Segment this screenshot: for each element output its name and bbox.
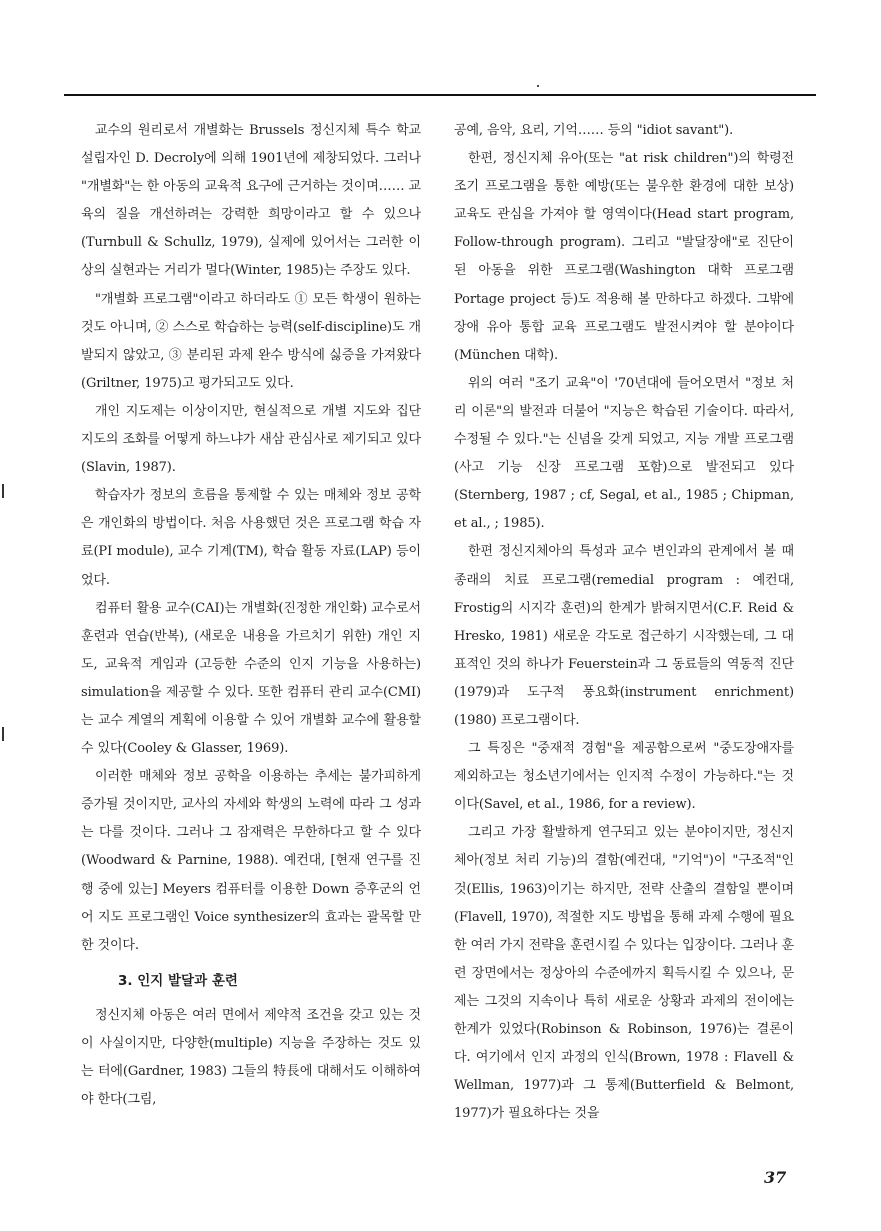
paragraph: 학습자가 정보의 흐름을 통제할 수 있는 매체와 정보 공학은 개인화의 방법이다. 처음 사용했던 것은 프로그램 학습 자료(PI module), 교수 기계(TM), 학습 활동 자료(LAP) 등이었다. xyxy=(81,488,421,588)
page-number: 37 xyxy=(764,1168,787,1187)
paragraph: 위의 여러 "조기 교육"이 '70년대에 들어오면서 "정보 처리 이론"의 발전과 더불어 "지능은 학습된 기술이다. 따라서, 수정될 수 있다."는 신념을 갖게 되었고, 지능 개발 프로그램(사고 기능 신장 프로그램 포함)으로 발전되고 있다(Sternberg, 1987 ; cf, Segal, et al., 1985 ; Chipman, et al., ; 1985). xyxy=(454,375,794,532)
paragraph: "개별화 프로그램"이라고 하더라도 ① 모든 학생이 원하는 것도 아니며, ② 스스로 학습하는 능력(self-discipline)도 개발되지 않았고, ③ 분리된 과제 완수 방식에 싫증을 가져왔다(Griltner, 1975)고 평가되고도 있다. xyxy=(81,291,421,391)
paragraph: 한편 정신지체아의 특성과 교수 변인과의 관계에서 볼 때 종래의 치료 프로그램(remedial program : 예컨대, Frostig의 시지각 훈련)의 한계가 밝혀지면서(C.F. Reid & Hresko, 1981) 새로운 각도로 접근하기 시작했는데, 그 대표적인 것의 하나가 Feuerstein과 그 동료들의 역동적 진단(1979)과 도구적 풍요화(instrument enrichment) (1980) 프로그램이다. xyxy=(454,544,794,728)
paragraph: 교수의 원리로서 개별화는 Brussels 정신지체 특수 학교 설립자인 D. Decroly에 의해 1901년에 제창되었다. 그러나 "개별화"는 한 아동의 교육적 요구에 근거하는 것이며…… 교육의 질을 개선하려는 강력한 희망이라고 할 수 있으나(Turnbull & Schullz, 1979), 실제에 있어서는 그러한 이상의 실현과는 거리가 멀다(Winter, 1985)는 주장도 있다. xyxy=(81,123,421,279)
paragraph: 개인 지도제는 이상이지만, 현실적으로 개별 지도와 집단 지도의 조화를 어떻게 하느냐가 새삼 관심사로 제기되고 있다(Slavin, 1987). xyxy=(81,403,421,476)
paragraph: 이러한 매체와 정보 공학을 이용하는 추세는 불가피하게 증가될 것이지만, 교사의 자세와 학생의 노력에 따라 그 성과는 다를 것이다. 그러나 그 잠재력은 무한하다고 할 수 있다(Woodward & Parnine, 1988). 예컨대, [현재 연구를 진행 중에 있는] Meyers 컴퓨터를 이용한 Down 증후군의 언어 지도 프로그램인 Voice synthesizer의 효과는 괄목할 만한 것이다. xyxy=(81,769,421,953)
paragraph: 한편, 정신지체 유아(또는 "at risk children")의 학령전 조기 프로그램을 통한 예방(또는 불우한 환경에 대한 보상) 교육도 관심을 가져야 할 영역이다(Head start program, Follow-through program). 그리고 "발달장애"로 진단이 된 아동을 위한 프로그램(Washington 대학 프로그램 Portage project 등)도 적용해 볼 만하다고 하겠다. 그밖에 장애 유아 통합 교육 프로그램도 발전시켜야 할 분야이다(München 대학). xyxy=(454,151,794,363)
margin-mark xyxy=(2,727,4,741)
right-column xyxy=(454,117,794,1128)
paragraph: 컴퓨터 활용 교수(CAI)는 개별화(진정한 개인화) 교수로서 훈련과 연습(반복), (새로운 내용을 가르치기 위한) 개인 지도, 교육적 게임과 (고등한 수준의 인지 기능을 사용하는) simulation을 제공할 수 있다. 또한 컴퓨터 관리 교수(CMI)는 교수 계열의 계획에 이용할 수 있어 개별화 교수에 활용할 수 있다(Cooley & Glasser, 1969). xyxy=(81,600,421,757)
margin-mark xyxy=(2,484,4,498)
header-rule xyxy=(64,94,816,96)
header-dot xyxy=(537,85,539,87)
section-heading: 3. 인지 발달과 훈련 xyxy=(118,972,238,989)
paragraph: 정신지체 아동은 여러 면에서 제약적 조건을 갖고 있는 것이 사실이지만, 다양한(multiple) 지능을 주장하는 것도 있는 터에(Gardner, 1983) 그들의 特長에 대해서도 이해하여야 한다(그림, xyxy=(81,1007,421,1108)
paragraph: 공예, 음악, 요리, 기억…… 등의 "idiot savant"). xyxy=(454,123,734,138)
paragraph: 그 특징은 "중재적 경험"을 제공함으로써 "중도장애자를 제외하고는 청소년기에서는 인지적 수정이 가능하다."는 것이다(Savel, et al., 1986, for a review). xyxy=(454,741,794,813)
paragraph: 그리고 가장 활발하게 연구되고 있는 분야이지만, 정신지체아(정보 처리 기능)의 결함(예컨대, "기억")이 "구조적"인 것(Ellis, 1963)이기는 하지만, 전략 산출의 결함일 뿐이며(Flavell, 1970), 적절한 지도 방법을 통해 과제 수행에 필요한 여러 가지 전략을 훈련시킬 수 있다는 입장이다. 그러나 훈련 장면에서는 정상아의 수준에까지 획득시킬 수 있으나, 문제는 그것의 지속이나 특히 새로운 상황과 과제의 전이에는 한계가 있었다(Robinson & Robinson, 1976)는 결론이다. 여기에서 인지 과정의 인식(Brown, 1978 : Flavell & Wellman, 1977)과 그 통제(Butterfield & Belmont, 1977)가 필요하다는 것을 xyxy=(454,825,794,1122)
left-column xyxy=(81,117,421,1114)
